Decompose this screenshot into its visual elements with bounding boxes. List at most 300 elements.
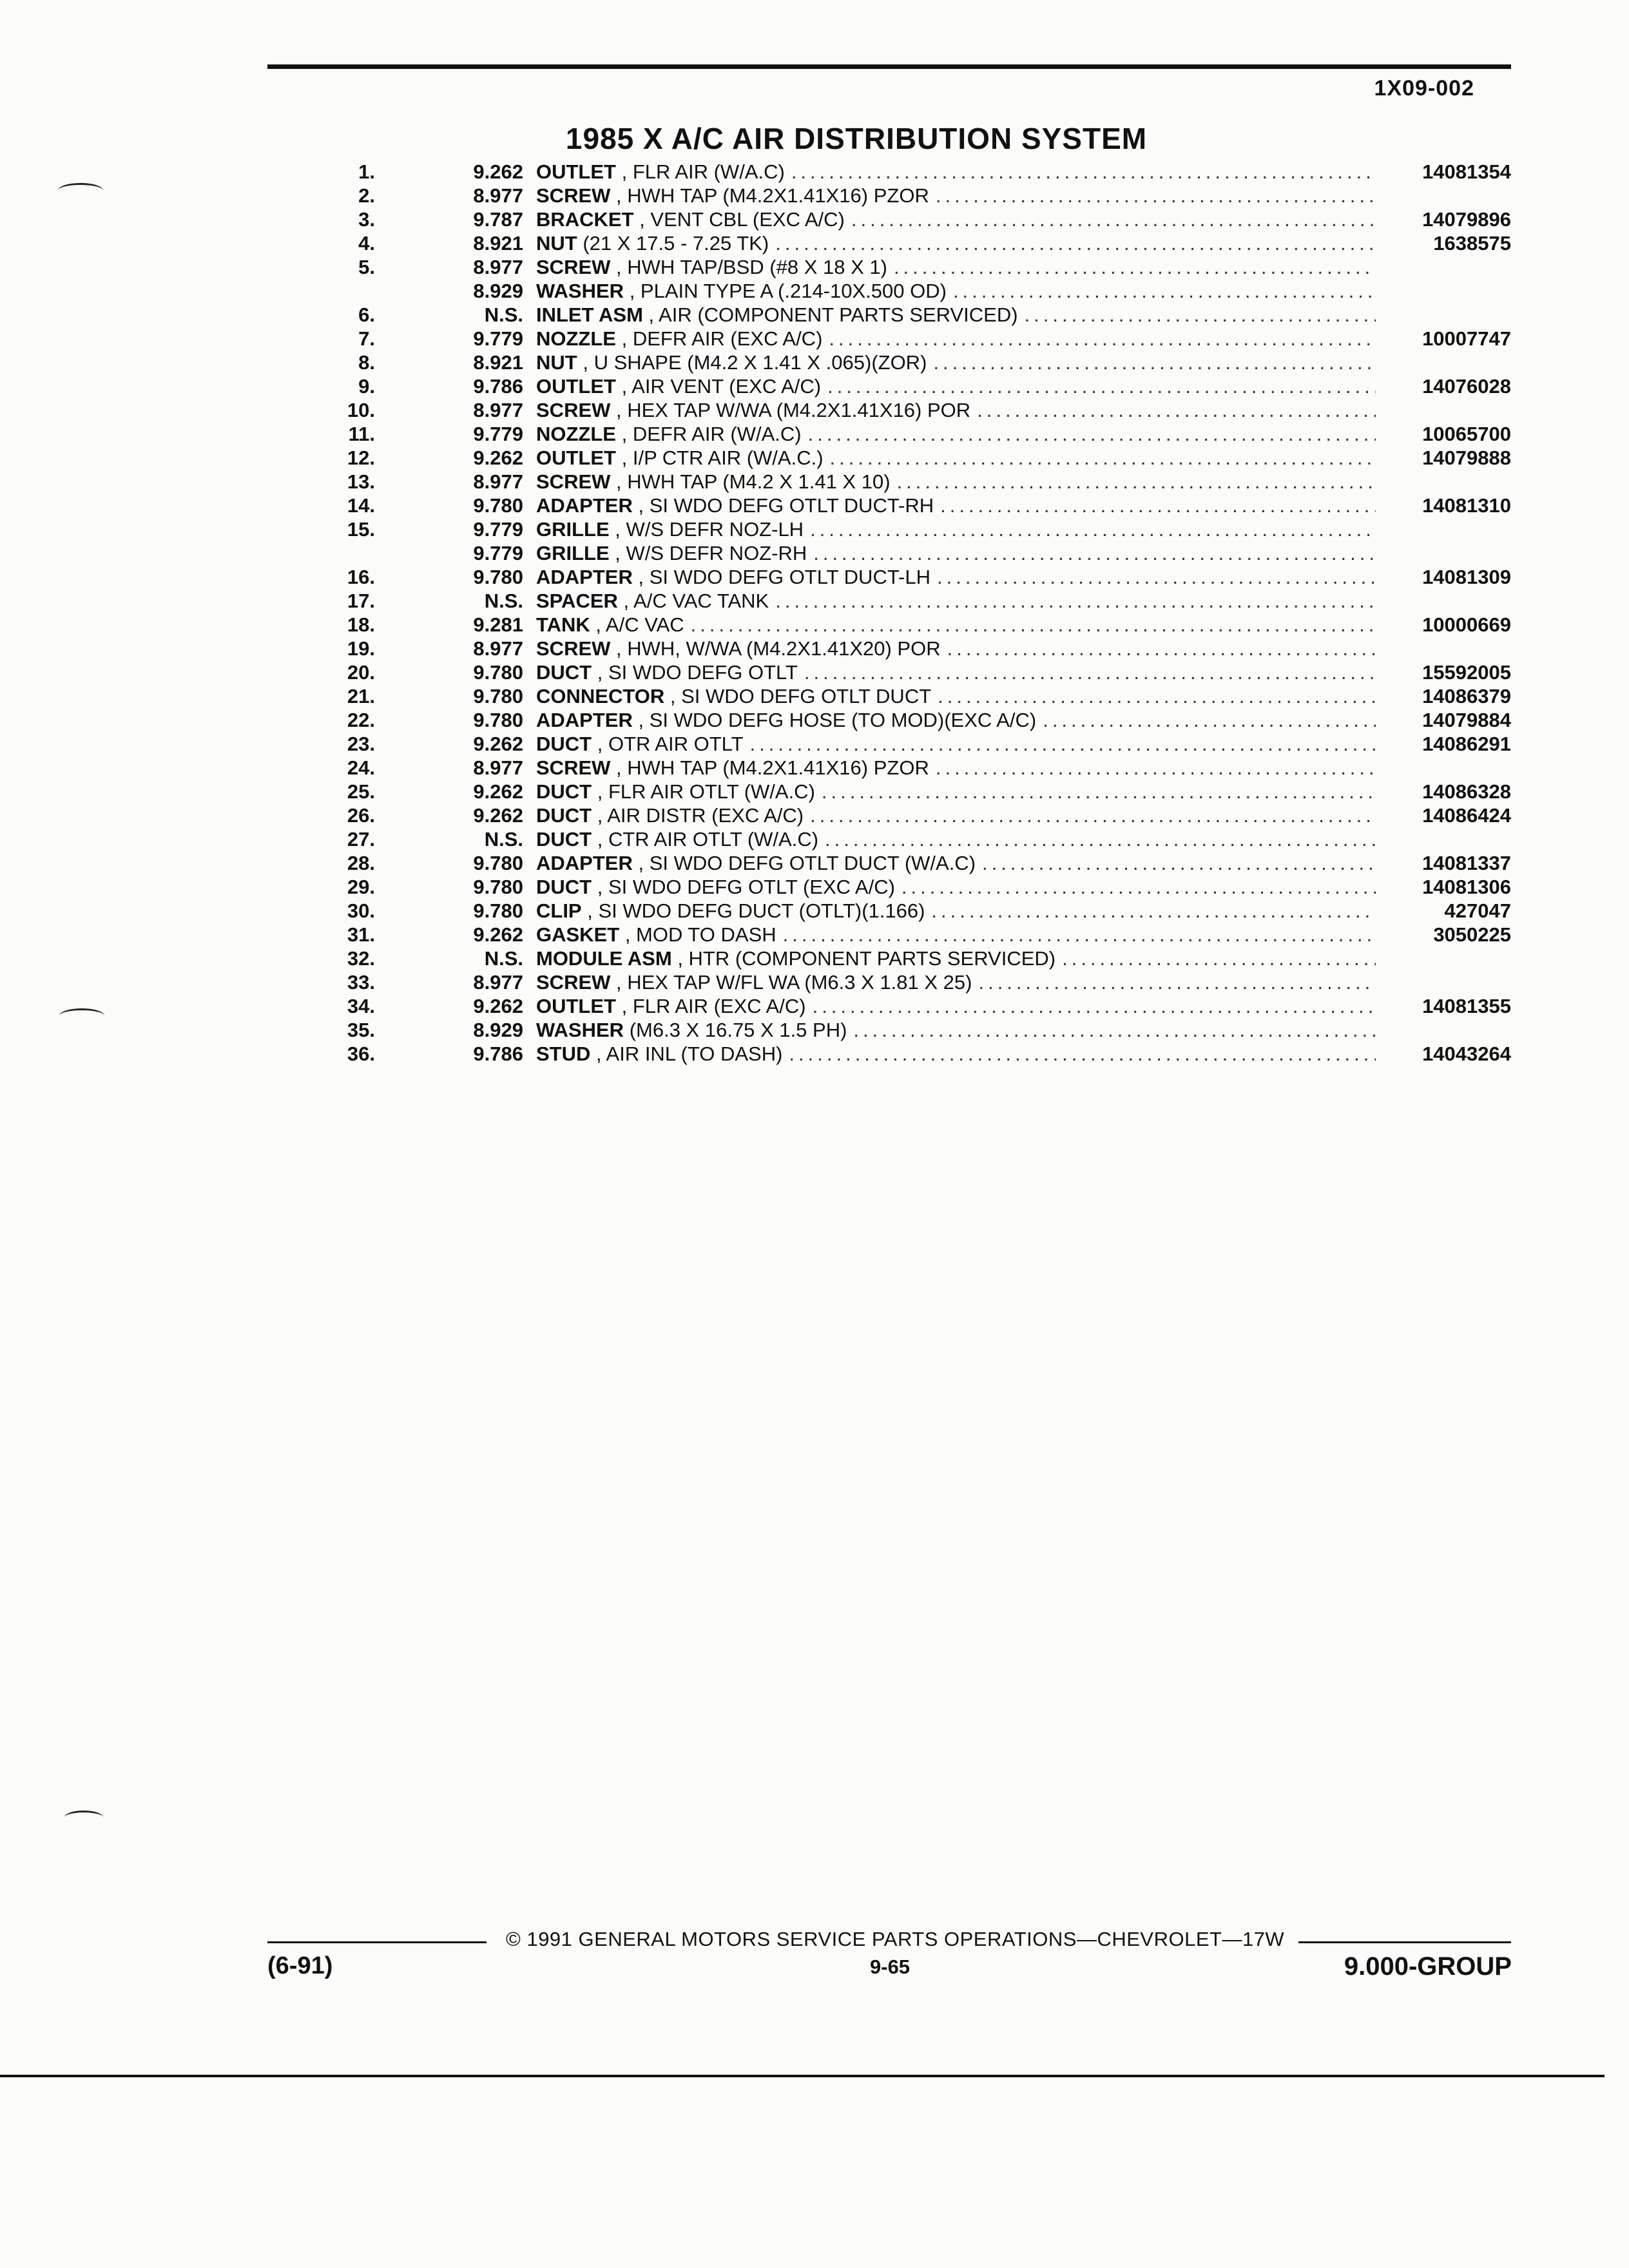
parts-row xyxy=(322,899,1511,923)
part-detail: , W/S DEFR NOZ-LH xyxy=(615,518,804,541)
part-name: SCREW xyxy=(536,971,611,994)
part-description xyxy=(536,637,1382,660)
dot-leader xyxy=(953,279,1376,303)
part-description xyxy=(536,160,1382,184)
item-number: 4. xyxy=(358,232,375,255)
group-number: 9.780 xyxy=(473,566,523,588)
part-description xyxy=(536,684,1382,708)
part-name: NUT xyxy=(536,351,577,374)
part-detail: , FLR AIR OTLT (W/A.C) xyxy=(597,780,815,803)
group-number: 9.780 xyxy=(473,876,523,898)
parts-row xyxy=(322,470,1511,494)
part-detail: , SI WDO DEFG OTLT xyxy=(597,661,798,684)
part-number: 3050225 xyxy=(1433,923,1511,946)
item-number: 33. xyxy=(347,971,375,994)
dot-leader xyxy=(783,923,1376,947)
dot-leader xyxy=(931,899,1376,923)
part-detail: , PLAIN TYPE A (.214-10X.500 OD) xyxy=(629,280,947,302)
part-number: 10000669 xyxy=(1422,613,1511,636)
dot-leader xyxy=(853,1018,1376,1042)
part-number: 14081337 xyxy=(1422,852,1511,874)
group-number: 9.262 xyxy=(473,447,523,469)
dot-leader xyxy=(936,184,1376,207)
item-number: 30. xyxy=(347,899,375,922)
item-number: 19. xyxy=(347,637,375,660)
part-detail: , SI WDO DEFG OTLT DUCT-RH xyxy=(638,494,934,517)
parts-list xyxy=(322,160,1511,1066)
part-number: 14079884 xyxy=(1422,709,1511,731)
dot-leader xyxy=(938,684,1376,708)
part-description xyxy=(536,422,1382,446)
part-name: SCREW xyxy=(536,756,611,779)
item-number: 24. xyxy=(347,756,375,779)
part-description xyxy=(536,279,1382,303)
group-number: 8.977 xyxy=(473,756,523,779)
group-number: 9.787 xyxy=(473,208,523,231)
part-description xyxy=(536,184,1382,207)
dot-leader xyxy=(851,207,1376,231)
group-number: 8.929 xyxy=(473,280,523,302)
bottom-rule xyxy=(0,2075,1605,2077)
part-number: 15592005 xyxy=(1422,661,1511,684)
part-detail: , HWH TAP/BSD (#8 X 18 X 1) xyxy=(616,256,887,278)
part-name: OUTLET xyxy=(536,995,616,1017)
part-number: 14081309 xyxy=(1422,566,1511,588)
part-name: ADAPTER xyxy=(536,852,633,874)
item-number: 36. xyxy=(347,1043,375,1065)
part-number: 14043264 xyxy=(1422,1043,1511,1065)
copyright-line: © 1991 GENERAL MOTORS SERVICE PARTS OPERATIONS—CHEVROLET—17W xyxy=(506,1928,1285,1950)
part-number: 14079896 xyxy=(1422,208,1511,231)
parts-row xyxy=(322,517,1511,541)
part-detail: , VENT CBL (EXC A/C) xyxy=(639,208,845,231)
part-detail: , HWH TAP (M4.2X1.41X16) PZOR xyxy=(616,184,929,207)
part-description xyxy=(536,446,1382,470)
dot-leader xyxy=(1062,947,1376,970)
item-number: 7. xyxy=(358,327,375,350)
document-code: 1X09-002 xyxy=(1374,76,1474,101)
group-number: 9.779 xyxy=(473,542,523,564)
part-detail: , DEFR AIR (W/A.C) xyxy=(621,423,802,445)
group-number: 9.780 xyxy=(473,661,523,684)
group-number: 9.262 xyxy=(473,160,523,183)
part-name: GRILLE xyxy=(536,518,610,541)
dot-leader xyxy=(691,613,1376,637)
part-description xyxy=(536,303,1382,327)
item-number: 13. xyxy=(347,470,375,493)
dot-leader xyxy=(827,374,1376,398)
part-name: OUTLET xyxy=(536,375,616,398)
item-number: 25. xyxy=(347,780,375,803)
group-number: 8.977 xyxy=(473,184,523,207)
group-number: N.S. xyxy=(484,947,523,970)
part-description xyxy=(536,398,1382,422)
punch-mark xyxy=(59,1008,104,1023)
group-label: 9.000-GROUP xyxy=(1344,1952,1512,1981)
group-number: 9.786 xyxy=(473,1043,523,1065)
part-number: 14081355 xyxy=(1422,995,1511,1017)
group-number: 8.977 xyxy=(473,971,523,994)
part-number: 427047 xyxy=(1444,899,1511,922)
group-number: 9.780 xyxy=(473,685,523,707)
part-detail: , FLR AIR (EXC A/C) xyxy=(621,995,806,1017)
part-name: SCREW xyxy=(536,399,611,421)
dot-leader xyxy=(978,970,1376,994)
part-name: DUCT xyxy=(536,876,592,898)
dot-leader xyxy=(775,231,1376,255)
group-number: 9.780 xyxy=(473,709,523,731)
parts-row xyxy=(322,827,1511,851)
item-number: 8. xyxy=(358,351,375,374)
part-name: ADAPTER xyxy=(536,709,633,731)
part-name: GASKET xyxy=(536,923,620,946)
part-name: SCREW xyxy=(536,184,611,207)
dot-leader xyxy=(901,875,1376,899)
footer-rule-left xyxy=(267,1941,487,1943)
dot-leader xyxy=(750,732,1376,756)
part-detail: , AIR DISTR (EXC A/C) xyxy=(597,804,804,827)
item-number: 32. xyxy=(347,947,375,970)
group-number: 8.921 xyxy=(473,351,523,374)
part-detail: , AIR INL (TO DASH) xyxy=(596,1043,783,1065)
page-title: 1985 X A/C AIR DISTRIBUTION SYSTEM xyxy=(565,122,1148,155)
part-detail: , AIR (COMPONENT PARTS SERVICED) xyxy=(648,303,1018,326)
part-description xyxy=(536,756,1382,780)
part-number: 14086379 xyxy=(1422,685,1511,707)
part-name: CLIP xyxy=(536,899,582,922)
item-number: 26. xyxy=(347,804,375,827)
part-description xyxy=(536,517,1382,541)
parts-row xyxy=(322,589,1511,613)
part-description xyxy=(536,255,1382,279)
part-description xyxy=(536,899,1382,923)
part-description xyxy=(536,541,1382,565)
part-description xyxy=(536,994,1382,1018)
part-name: OUTLET xyxy=(536,160,616,183)
part-description xyxy=(536,1042,1382,1066)
item-number: 20. xyxy=(347,661,375,684)
dot-leader xyxy=(808,422,1376,446)
part-name: NUT xyxy=(536,232,577,255)
parts-row xyxy=(322,351,1511,374)
footer-rule-right xyxy=(1298,1941,1511,1943)
part-name: MODULE ASM xyxy=(536,947,672,970)
part-name: STUD xyxy=(536,1043,591,1065)
part-detail: , SI WDO DEFG OTLT DUCT-LH xyxy=(638,566,931,588)
part-detail: , SI WDO DEFG OTLT DUCT xyxy=(670,685,932,707)
dot-leader xyxy=(937,565,1376,589)
parts-row xyxy=(322,923,1511,947)
group-number: 9.779 xyxy=(473,423,523,445)
item-number: 35. xyxy=(347,1019,375,1041)
item-number: 18. xyxy=(347,613,375,636)
dot-leader xyxy=(813,541,1376,565)
parts-row xyxy=(322,565,1511,589)
item-number: 15. xyxy=(347,518,375,541)
part-number: 14086424 xyxy=(1422,804,1511,827)
part-name: DUCT xyxy=(536,780,592,803)
dot-leader xyxy=(810,517,1376,541)
group-number: 8.977 xyxy=(473,256,523,278)
part-name: DUCT xyxy=(536,828,592,850)
group-number: 9.786 xyxy=(473,375,523,398)
part-name: TANK xyxy=(536,613,590,636)
revision-date: (6-91) xyxy=(267,1952,333,1979)
part-detail: , HTR (COMPONENT PARTS SERVICED) xyxy=(677,947,1056,970)
part-description xyxy=(536,803,1382,827)
dot-leader xyxy=(936,756,1376,780)
dot-leader xyxy=(940,494,1376,517)
group-number: 9.779 xyxy=(473,518,523,541)
group-number: 9.262 xyxy=(473,733,523,755)
group-number: 8.921 xyxy=(473,232,523,255)
part-description xyxy=(536,851,1382,875)
part-name: SCREW xyxy=(536,256,611,278)
dot-leader xyxy=(804,660,1376,684)
item-number: 5. xyxy=(358,256,375,278)
part-detail: , A/C VAC xyxy=(595,613,684,636)
parts-row xyxy=(322,207,1511,231)
parts-row xyxy=(322,851,1511,875)
dot-leader xyxy=(897,470,1376,494)
part-detail: , SI WDO DEFG OTLT DUCT (W/A.C) xyxy=(638,852,976,874)
dot-leader xyxy=(789,1042,1376,1066)
part-name: SCREW xyxy=(536,470,611,493)
dot-leader xyxy=(829,327,1376,351)
item-number: 17. xyxy=(347,590,375,612)
dot-leader xyxy=(947,637,1376,660)
punch-mark xyxy=(58,183,103,198)
part-detail: , I/P CTR AIR (W/A.C.) xyxy=(621,447,824,469)
part-number: 14086291 xyxy=(1422,733,1511,755)
parts-row xyxy=(322,613,1511,637)
group-number: 9.262 xyxy=(473,995,523,1017)
part-detail: , HEX TAP W/WA (M4.2X1.41X16) POR xyxy=(616,399,971,421)
part-detail: , OTR AIR OTLT xyxy=(597,733,744,755)
parts-row xyxy=(322,231,1511,255)
item-number: 2. xyxy=(358,184,375,207)
item-number: 31. xyxy=(347,923,375,946)
parts-row xyxy=(322,279,1511,303)
parts-row xyxy=(322,1018,1511,1042)
item-number: 1. xyxy=(358,160,375,183)
parts-row xyxy=(322,303,1511,327)
dot-leader xyxy=(791,160,1376,184)
dot-leader xyxy=(982,851,1376,875)
item-number: 27. xyxy=(347,828,375,850)
part-name: CONNECTOR xyxy=(536,685,665,707)
parts-row xyxy=(322,947,1511,970)
item-number: 21. xyxy=(347,685,375,707)
part-detail: , DEFR AIR (EXC A/C) xyxy=(621,327,823,350)
part-description xyxy=(536,780,1382,803)
group-number: N.S. xyxy=(484,828,523,850)
group-number: 9.779 xyxy=(473,327,523,350)
parts-row xyxy=(322,541,1511,565)
part-description xyxy=(536,970,1382,994)
part-detail: , SI WDO DEFG DUCT (OTLT)(1.166) xyxy=(587,899,925,922)
part-name: DUCT xyxy=(536,804,592,827)
parts-row xyxy=(322,446,1511,470)
part-number: 14081310 xyxy=(1422,494,1511,517)
part-description xyxy=(536,351,1382,374)
group-number: 9.262 xyxy=(473,923,523,946)
part-name: SCREW xyxy=(536,637,611,660)
part-description xyxy=(536,1018,1382,1042)
part-description xyxy=(536,875,1382,899)
part-name: WASHER xyxy=(536,1019,624,1041)
dot-leader xyxy=(822,780,1376,803)
item-number: 16. xyxy=(347,566,375,588)
part-description xyxy=(536,231,1382,255)
item-number: 3. xyxy=(358,208,375,231)
parts-row xyxy=(322,994,1511,1018)
group-number: 9.262 xyxy=(473,804,523,827)
parts-row xyxy=(322,684,1511,708)
dot-leader xyxy=(775,589,1376,613)
parts-row xyxy=(322,327,1511,351)
part-detail: (M6.3 X 16.75 X 1.5 PH) xyxy=(629,1019,847,1041)
group-number: 9.262 xyxy=(473,780,523,803)
part-detail: , AIR VENT (EXC A/C) xyxy=(621,375,822,398)
part-description xyxy=(536,494,1382,517)
parts-row xyxy=(322,494,1511,517)
part-name: NOZZLE xyxy=(536,327,616,350)
parts-row xyxy=(322,1042,1511,1066)
part-description xyxy=(536,947,1382,970)
parts-row xyxy=(322,637,1511,660)
dot-leader xyxy=(1043,708,1376,732)
part-detail: , CTR AIR OTLT (W/A.C) xyxy=(597,828,819,850)
item-number: 12. xyxy=(347,447,375,469)
part-detail: , HWH TAP (M4.2X1.41X16) PZOR xyxy=(616,756,929,779)
part-number: 14081354 xyxy=(1422,160,1511,183)
parts-row xyxy=(322,732,1511,756)
part-description xyxy=(536,827,1382,851)
part-name: OUTLET xyxy=(536,447,616,469)
item-number: 10. xyxy=(347,399,375,421)
parts-row xyxy=(322,160,1511,184)
part-detail: (21 X 17.5 - 7.25 TK) xyxy=(583,232,769,255)
group-number: 8.929 xyxy=(473,1019,523,1041)
group-number: 9.780 xyxy=(473,899,523,922)
dot-leader xyxy=(977,398,1376,422)
item-number: 14. xyxy=(347,494,375,517)
group-number: 8.977 xyxy=(473,470,523,493)
group-number: 9.281 xyxy=(473,613,523,636)
part-description xyxy=(536,470,1382,494)
parts-row xyxy=(322,255,1511,279)
part-detail: , HWH TAP (M4.2 X 1.41 X 10) xyxy=(616,470,891,493)
group-number: N.S. xyxy=(484,590,523,612)
item-number: 22. xyxy=(347,709,375,731)
dot-leader xyxy=(1025,303,1376,327)
part-description xyxy=(536,374,1382,398)
part-name: BRACKET xyxy=(536,208,634,231)
parts-row xyxy=(322,660,1511,684)
part-name: NOZZLE xyxy=(536,423,616,445)
part-number: 10007747 xyxy=(1422,327,1511,350)
part-number: 14086328 xyxy=(1422,780,1511,803)
part-number: 14076028 xyxy=(1422,375,1511,398)
part-detail: , HEX TAP W/FL WA (M6.3 X 1.81 X 25) xyxy=(616,971,972,994)
item-number: 6. xyxy=(358,303,375,326)
group-number: 9.780 xyxy=(473,494,523,517)
part-detail: , MOD TO DASH xyxy=(624,923,776,946)
parts-row xyxy=(322,708,1511,732)
part-name: WASHER xyxy=(536,280,624,302)
part-description xyxy=(536,565,1382,589)
part-description xyxy=(536,660,1382,684)
part-description xyxy=(536,732,1382,756)
part-number: 14079888 xyxy=(1422,447,1511,469)
part-description xyxy=(536,207,1382,231)
part-description xyxy=(536,589,1382,613)
parts-row xyxy=(322,184,1511,207)
parts-row xyxy=(322,803,1511,827)
part-name: GRILLE xyxy=(536,542,610,564)
dot-leader xyxy=(933,351,1376,374)
part-detail: , HWH, W/WA (M4.2X1.41X20) POR xyxy=(616,637,941,660)
part-number: 10065700 xyxy=(1422,423,1511,445)
item-number: 28. xyxy=(347,852,375,874)
parts-row xyxy=(322,970,1511,994)
parts-row xyxy=(322,756,1511,780)
part-detail: , SI WDO DEFG HOSE (TO MOD)(EXC A/C) xyxy=(638,709,1037,731)
punch-mark xyxy=(64,1811,103,1824)
part-detail: , A/C VAC TANK xyxy=(623,590,769,612)
dot-leader xyxy=(894,255,1376,279)
page-number: 9-65 xyxy=(870,1956,911,1978)
part-name: SPACER xyxy=(536,590,618,612)
part-number: 1638575 xyxy=(1433,232,1511,255)
dot-leader xyxy=(825,827,1376,851)
item-number: 9. xyxy=(358,375,375,398)
part-name: DUCT xyxy=(536,733,592,755)
item-number: 11. xyxy=(348,423,375,445)
group-number: 9.780 xyxy=(473,852,523,874)
dot-leader xyxy=(810,803,1376,827)
part-detail: , U SHAPE (M4.2 X 1.41 X .065)(ZOR) xyxy=(583,351,927,374)
part-description xyxy=(536,327,1382,351)
group-number: N.S. xyxy=(484,303,523,326)
dot-leader xyxy=(813,994,1376,1018)
dot-leader xyxy=(830,446,1376,470)
part-number: 14081306 xyxy=(1422,876,1511,898)
part-name: ADAPTER xyxy=(536,494,633,517)
parts-row xyxy=(322,398,1511,422)
item-number: 34. xyxy=(347,995,375,1017)
item-number: 23. xyxy=(347,733,375,755)
part-description xyxy=(536,923,1382,947)
part-name: ADAPTER xyxy=(536,566,633,588)
parts-row xyxy=(322,780,1511,803)
part-description xyxy=(536,613,1382,637)
group-number: 8.977 xyxy=(473,399,523,421)
part-detail: , SI WDO DEFG OTLT (EXC A/C) xyxy=(597,876,895,898)
part-name: DUCT xyxy=(536,661,592,684)
part-detail: , W/S DEFR NOZ-RH xyxy=(615,542,807,564)
header-rule xyxy=(267,64,1511,69)
part-name: INLET ASM xyxy=(536,303,643,326)
part-description xyxy=(536,708,1382,732)
parts-row xyxy=(322,875,1511,899)
parts-row xyxy=(322,374,1511,398)
group-number: 8.977 xyxy=(473,637,523,660)
item-number: 29. xyxy=(347,876,375,898)
part-detail: , FLR AIR (W/A.C) xyxy=(621,160,785,183)
parts-row xyxy=(322,422,1511,446)
